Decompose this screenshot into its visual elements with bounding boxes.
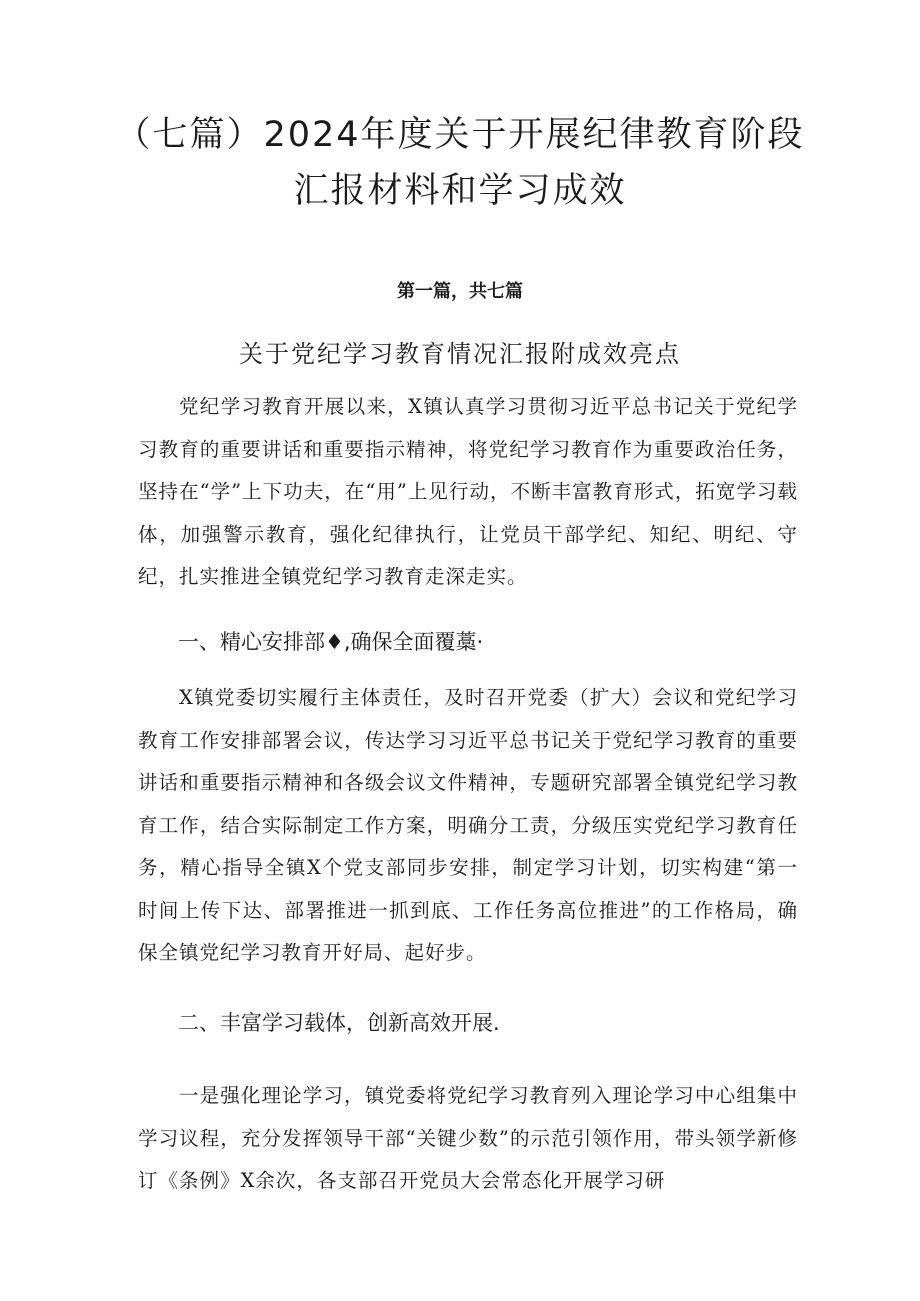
- part-label: 第一篇，共七篇: [397, 281, 523, 302]
- paragraph-section-1: X镇党委切实履行主体责任，及时召开党委（扩大）会议和党纪学习教育工作安排部署会议，传达学习习近平总书记关于党纪学习教育的重要讲话和重要指示精神和各级会议文件精神，专题研究部署全镇党纪学习教育工作，结合实际制定工作方案，明确分工责，分级压实党纪学习教育任务，精心指导全镇X个党支部同步安排，制定学习计划，切实构建“第一时间上传下达、部署推进一抓到底、工作任务高位推进”的工作格局，确保全镇党纪学习教育开好局、起好步。: [138, 686, 798, 964]
- paragraph-section-2: 一是强化理论学习，镇党委将党纪学习教育列入理论学习中心组集中学习议程，充分发挥领导干部“关键少数”的示范引领作用，带头领学新修订《条例》X余次，各支部召开党员大会常态化开展学习研: [138, 1084, 798, 1192]
- section-heading-1: 一、精心安排部♦,确保全面覆藁·: [178, 630, 484, 654]
- paragraph-intro: 党纪学习教育开展以来，X镇认真学习贯彻习近平总书记关于党纪学习教育的重要讲话和重要指示精神，将党纪学习教育作为重要政治任务，坚持在“学”上下功夫，在“用”上见行动，不断丰富教育形式，拓宽学习载体，加强警示教育，强化纪律执行，让党员干部学纪、知纪、明纪、守纪，扎实推进全镇党纪学习教育走深走实。: [138, 395, 798, 588]
- section-heading-2: 二、丰富学习载体，创新高效开展.: [178, 1011, 500, 1035]
- article-subtitle: 关于党纪学习教育情况汇报附成效亮点: [239, 340, 681, 368]
- document-title-line-1: （七篇）2024年度关于开展纪律教育阶段: [115, 115, 805, 155]
- document-title-line-2: 汇报材料和学习成效: [293, 171, 627, 211]
